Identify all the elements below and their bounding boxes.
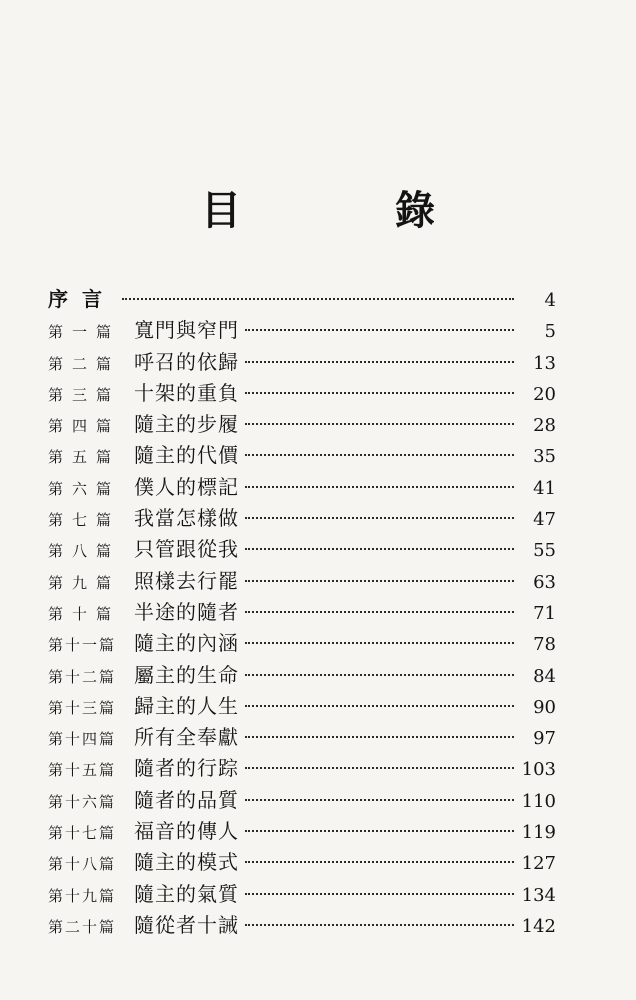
dot-leader — [245, 924, 514, 926]
toc-entry-number: 第十一篇 — [48, 636, 117, 655]
toc-entry — [48, 628, 556, 659]
toc-entry-page: 103 — [521, 759, 556, 781]
toc-entry-page: 78 — [533, 634, 556, 656]
toc-entry-page: 71 — [533, 602, 556, 624]
toc-entry — [48, 472, 556, 503]
toc-entry-title: 十架的重負 — [134, 380, 239, 405]
dot-leader — [245, 361, 514, 363]
toc-entry-page: 142 — [521, 915, 556, 937]
toc-entry-number: 第十六篇 — [48, 792, 117, 811]
toc-entry-title: 隨主的模式 — [134, 850, 239, 875]
toc-entry-number: 第四篇 — [48, 417, 121, 436]
toc-entry-page: 134 — [521, 884, 556, 906]
toc-entry-title: 隨者的品質 — [134, 787, 239, 812]
toc-entry-page: 28 — [533, 415, 556, 437]
toc-entry-title: 僕人的標記 — [134, 474, 239, 499]
dot-leader — [245, 580, 514, 582]
toc-entry-title: 半途的隨者 — [134, 599, 239, 624]
toc-entry — [48, 597, 556, 628]
toc-entry-title: 只管跟從我 — [134, 537, 239, 562]
toc-entry-page: 47 — [533, 509, 556, 531]
toc-entry-title: 隨主的氣質 — [134, 881, 239, 906]
toc-entry-title: 屬主的生命 — [134, 662, 239, 687]
dot-leader — [245, 392, 514, 394]
toc-entry — [48, 347, 556, 378]
toc-entry-number: 第十三篇 — [48, 698, 117, 717]
toc-entry — [48, 566, 556, 597]
toc-entry-number: 第十五篇 — [48, 761, 117, 780]
dot-leader — [245, 423, 514, 425]
toc-entry-number: 第十四篇 — [48, 730, 117, 749]
toc-entry-page: 20 — [533, 383, 556, 405]
page-title: 目 錄 — [201, 187, 505, 234]
toc-entry-page: 55 — [533, 540, 556, 562]
toc-entry-number: 第七篇 — [48, 511, 121, 530]
toc-entry-page: 84 — [533, 665, 556, 687]
toc-entry-number: 第六篇 — [48, 479, 121, 498]
toc-entry-number: 第二篇 — [48, 354, 121, 373]
dot-leader — [245, 799, 514, 801]
toc-entry-title: 所有全奉獻 — [134, 725, 239, 750]
toc-entry-title: 隨者的行踪 — [134, 756, 239, 781]
toc-entry-number: 第十九篇 — [48, 886, 117, 905]
table-of-contents — [48, 284, 556, 941]
toc-entry-title: 隨主的內涵 — [134, 631, 239, 656]
toc-entry — [48, 409, 556, 440]
dot-leader — [245, 705, 514, 707]
toc-entry — [48, 660, 556, 691]
dot-leader — [245, 611, 514, 613]
toc-entry — [48, 910, 556, 941]
toc-entry — [48, 785, 556, 816]
dot-leader — [245, 830, 514, 832]
toc-entry — [48, 847, 556, 878]
toc-entry-number: 第二十篇 — [48, 917, 117, 936]
toc-entry-number: 第五篇 — [48, 448, 121, 467]
toc-entry-number: 第三篇 — [48, 385, 121, 404]
dot-leader — [245, 893, 514, 895]
dot-leader — [122, 298, 514, 300]
toc-entry — [48, 722, 556, 753]
toc-entry-page: 35 — [533, 446, 556, 468]
toc-entry-page: 13 — [533, 352, 556, 374]
toc-entry — [48, 816, 556, 847]
toc-entry-number: 第十篇 — [48, 604, 121, 623]
dot-leader — [245, 767, 514, 769]
dot-leader — [245, 674, 514, 676]
dot-leader — [245, 486, 514, 488]
toc-entry-title: 隨從者十誡 — [134, 912, 239, 937]
dot-leader — [245, 548, 514, 550]
toc-entry-title: 照樣去行罷 — [134, 568, 239, 593]
toc-entry-number: 第十八篇 — [48, 855, 117, 874]
toc-entry-title: 隨主的代價 — [134, 443, 239, 468]
toc-entry — [48, 315, 556, 346]
toc-entry-page: 63 — [533, 571, 556, 593]
toc-entry — [48, 879, 556, 910]
dot-leader — [245, 642, 514, 644]
toc-entry — [48, 691, 556, 722]
toc-entry-number: 第十七篇 — [48, 824, 117, 843]
toc-entry-page: 97 — [533, 728, 556, 750]
toc-entry-number: 第一篇 — [48, 323, 121, 342]
dot-leader — [245, 517, 514, 519]
toc-entry-page: 90 — [533, 696, 556, 718]
toc-entry-page: 41 — [533, 477, 556, 499]
toc-entry-page: 5 — [544, 321, 556, 343]
toc-entry-number: 第九篇 — [48, 573, 121, 592]
toc-entry-page: 119 — [521, 822, 556, 844]
toc-entry-page: 110 — [521, 790, 556, 812]
dot-leader — [245, 329, 514, 331]
toc-entry — [48, 378, 556, 409]
toc-entry-title: 我當怎樣做 — [134, 506, 239, 531]
toc-entry-title: 序言 — [48, 287, 116, 311]
dot-leader — [245, 861, 514, 863]
toc-entry-page: 4 — [544, 290, 556, 311]
toc-entry — [48, 534, 556, 565]
toc-entry-title: 歸主的人生 — [134, 693, 239, 718]
toc-entry-title: 福音的傳人 — [134, 819, 239, 844]
dot-leader — [245, 454, 514, 456]
toc-entry-title: 寬門與窄門 — [134, 318, 239, 343]
toc-entry — [48, 753, 556, 784]
toc-entry — [48, 440, 556, 471]
toc-entry-page: 127 — [521, 853, 556, 875]
toc-entry-number: 第十二篇 — [48, 667, 117, 686]
toc-entry-number: 第八篇 — [48, 542, 121, 561]
dot-leader — [245, 736, 514, 738]
toc-entry — [48, 503, 556, 534]
toc-entry-title: 隨主的步履 — [134, 412, 239, 437]
toc-entry-title: 呼召的依歸 — [134, 349, 239, 374]
toc-entry-preface — [48, 284, 556, 315]
